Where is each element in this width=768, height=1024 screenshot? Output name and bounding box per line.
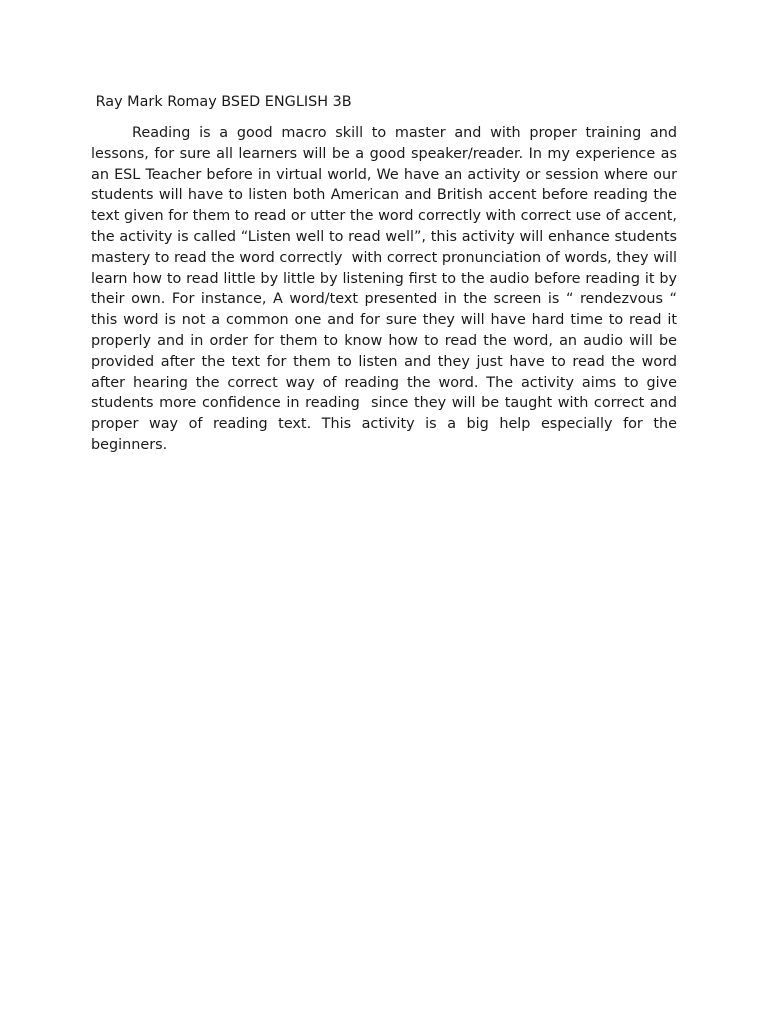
author-line: Ray Mark Romay BSED ENGLISH 3B xyxy=(91,94,352,110)
body-paragraph: Reading is a good macro skill to master and with proper training and lessons, for sure all learners will be a good speaker/reader. In my experience as an ESL Teacher before in virtual world, We have an activity or session where our students will have to listen both American and British accent before reading the text given for them to read or utter the word correctly with correct use of accent, the activity is called “Listen well to read well”, this activity will enhance students mastery to read the word correctly with correct pronunciation of words, they will learn how to read little by little by listening first to the audio before reading it by their own. For instance, A word/text presented in the screen is “ rendezvous “ this word is not a common one and for sure they will have hard time to read it properly and in order for them to know how to read the word, an audio will be provided after the text for them to listen and they just have to read the word after hearing the correct way of reading the word. The activity aims to give students more confidence in reading since they will be taught with correct and proper way of reading text. This activity is a big help especially for the beginners. xyxy=(91,125,687,453)
